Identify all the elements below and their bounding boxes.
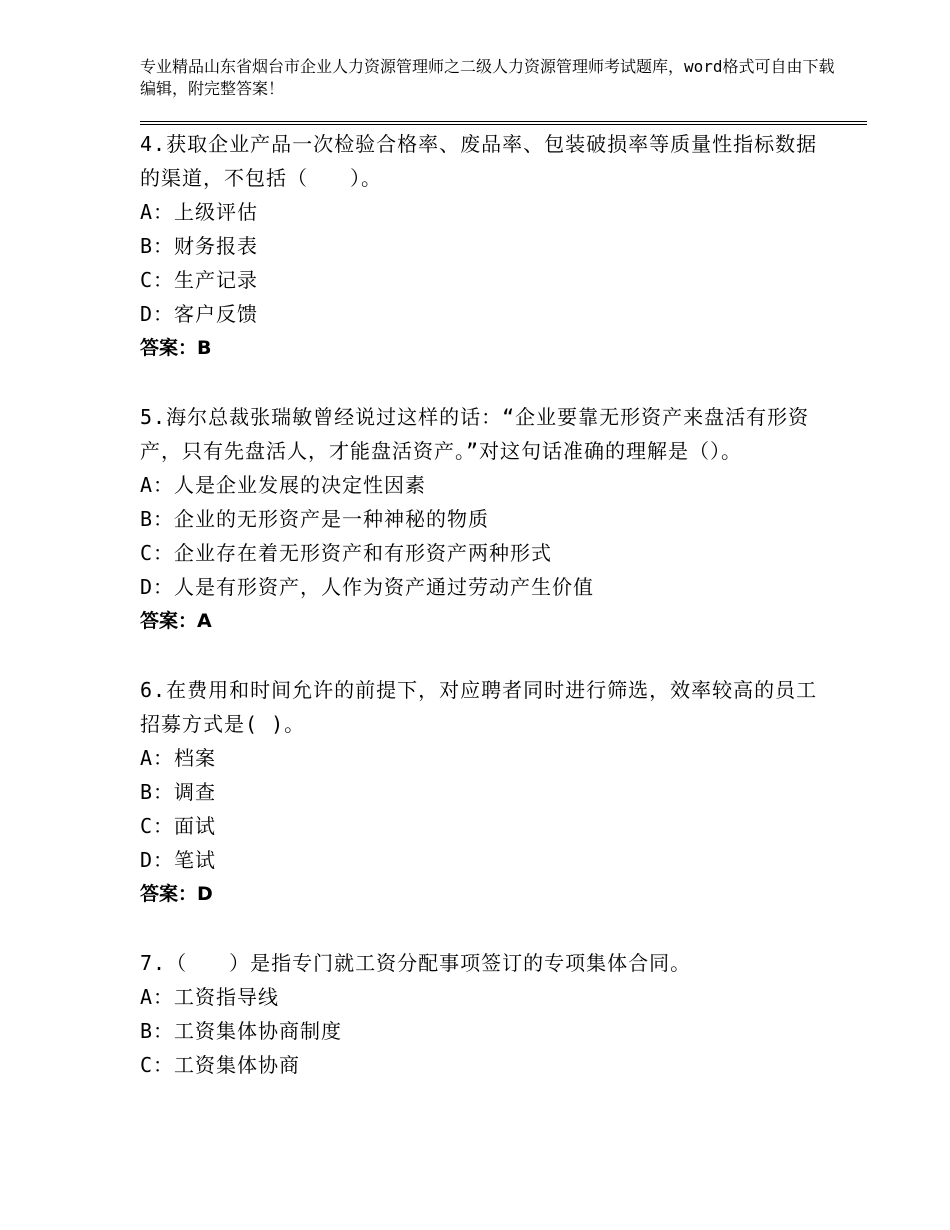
question-stem: 5.海尔总裁张瑞敏曾经说过这样的话：“企业要靠无形资产来盘活有形资产，只有先盘活人，才能盘活资产。”对这句话准确的理解是（）。 [140, 405, 810, 463]
option-a: A：档案 [140, 746, 217, 770]
answer-line: 答案：B [140, 337, 212, 359]
option-b: B：企业的无形资产是一种神秘的物质 [140, 507, 490, 531]
answer-line: 答案：D [140, 883, 213, 905]
header-divider [140, 121, 867, 125]
question-stem: 7.（ ）是指专门就工资分配事项签订的专项集体合同。 [140, 951, 692, 975]
option-a: A：人是企业发展的决定性因素 [140, 473, 427, 497]
answer-line: 答案：A [140, 610, 212, 632]
question-stem: 6.在费用和时间允许的前提下，对应聘者同时进行筛选，效率较高的员工招募方式是( )。 [140, 678, 818, 736]
option-c: C：工资集体协商 [140, 1053, 301, 1077]
option-b: B：调查 [140, 780, 217, 804]
question-item [140, 126, 820, 365]
option-c: C：企业存在着无形资产和有形资产两种形式 [140, 541, 553, 565]
option-b: B：财务报表 [140, 234, 259, 258]
question-stem: 4.获取企业产品一次检验合格率、废品率、包装破损率等质量性指标数据的渠道，不包括（ ）。 [140, 132, 818, 190]
question-item [140, 399, 820, 638]
question-item [140, 945, 820, 1082]
option-b: B：工资集体协商制度 [140, 1019, 343, 1043]
option-c: C：生产记录 [140, 268, 259, 292]
option-d: D：客户反馈 [140, 302, 259, 326]
option-c: C：面试 [140, 814, 217, 838]
option-a: A：工资指导线 [140, 985, 280, 1009]
option-a: A：上级评估 [140, 200, 259, 224]
question-list [140, 126, 820, 1116]
question-item [140, 672, 820, 911]
document-header: 专业精品山东省烟台市企业人力资源管理师之二级人力资源管理师考试题库，word格式可自由下载编辑，附完整答案！ [140, 57, 835, 98]
option-d: D：笔试 [140, 848, 217, 872]
option-d: D：人是有形资产，人作为资产通过劳动产生价值 [140, 575, 595, 599]
